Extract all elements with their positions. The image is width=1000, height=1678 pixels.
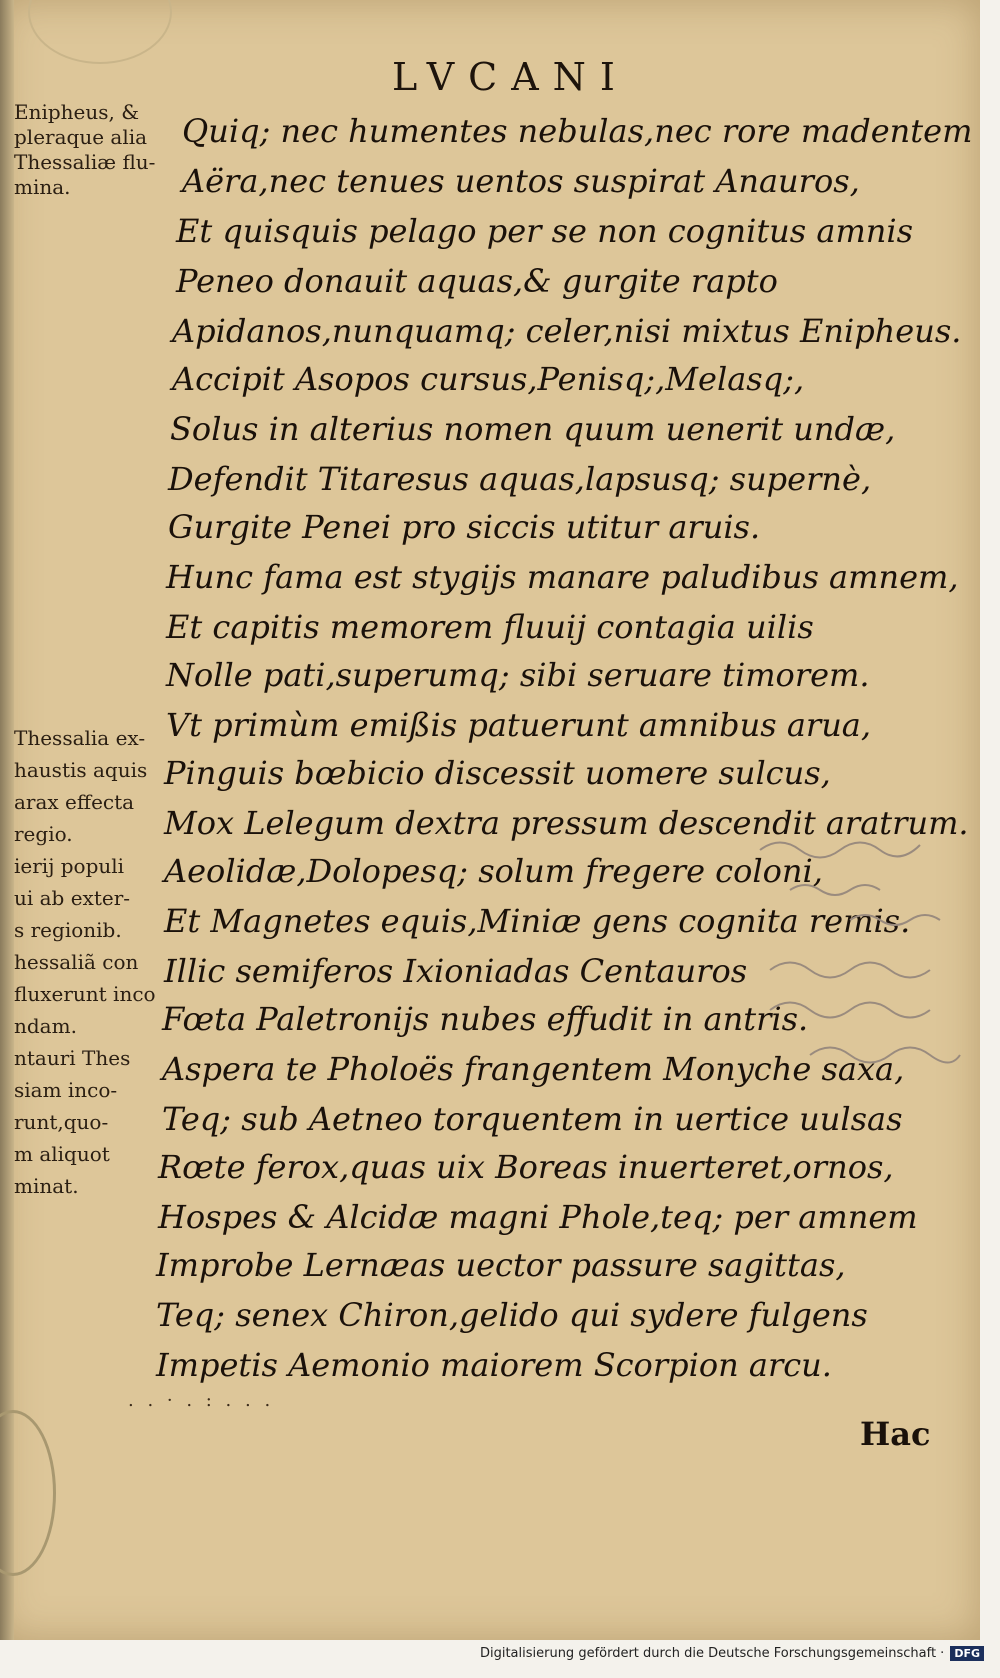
margin-note-line: ntauri Thes (14, 1046, 131, 1070)
margin-note-line: mina. (14, 175, 71, 199)
verse-line: Hunc fama est stygijs manare paludibus amnem, (166, 558, 959, 596)
verse-line: Teq; sub Aetneo torquentem in uertice uulsas (162, 1100, 903, 1138)
verse-line: Illic semiferos Ixioniadas Centauros (164, 952, 748, 990)
verse-line: Quiq; nec humentes nebulas,nec rore madentem (182, 112, 973, 150)
margin-note-line: siam inco- (14, 1078, 118, 1102)
verse-line: Aëra,nec tenues uentos suspirat Anauros, (182, 162, 860, 200)
verse-line: Rœte ferox,quas uix Boreas inuerteret,ornos, (158, 1148, 894, 1186)
margin-note-line: Thessalia ex- (14, 726, 146, 750)
verse-line: Improbe Lernæas uector passure sagittas, (156, 1246, 846, 1284)
verse-line: Solus in alterius nomen quum uenerit undæ, (170, 410, 896, 448)
verse-line: Pinguis bœbicio discessit uomere sulcus, (164, 754, 831, 792)
verse-line: Gurgite Penei pro siccis utitur aruis. (168, 508, 761, 546)
running-head: LVCANI (392, 55, 629, 99)
margin-note-line: Thessaliæ flu- (14, 150, 156, 174)
margin-note (14, 722, 164, 1202)
verse-line: Et quisquis pelago per se non cognitus amnis (176, 212, 914, 250)
verse-line: Peneo donauit aquas,& gurgite rapto (176, 262, 778, 300)
paper-fold-mark (0, 1410, 56, 1576)
verse-line: Impetis Aemonio maiorem Scorpion arcu. (156, 1346, 832, 1384)
verse-line: Hospes & Alcidæ magni Phole,teq; per amnem (158, 1198, 918, 1236)
margin-note-line: s regionib. (14, 918, 122, 942)
verse-line: Teq; senex Chiron,gelido qui sydere fulgens (156, 1296, 868, 1334)
footer-text: Digitalisierung gefördert durch die Deutsche Forschungsgemeinschaft · (479, 1646, 945, 1661)
verse-line: Apidanos,nunquamq; celer,nisi mixtus Enipheus. (172, 312, 962, 350)
verse-line: Aeolidæ,Dolopesq; solum fregere coloni, (164, 852, 823, 890)
verse-line: Fœta Paletronijs nubes effudit in antris. (162, 1000, 809, 1038)
verse-line: Aspera te Pholoës frangentem Monyche saxa, (162, 1050, 905, 1088)
margin-note-line: ndam. (14, 1014, 77, 1038)
handwritten-annotation (750, 820, 970, 1080)
verse-line: Et capitis memorem fluuij contagia uilis (166, 608, 814, 646)
margin-note-line: runt,quo- (14, 1110, 109, 1134)
margin-note-line: Enipheus, & (14, 100, 140, 124)
margin-note-line: arax effecta (14, 790, 135, 814)
margin-note-line: pleraque alia (14, 125, 148, 149)
verse-line: Defendit Titaresus aquas,lapsusq; supernè, (168, 460, 872, 498)
margin-note-line: haustis aquis (14, 758, 148, 782)
verse-line: Mox Lelegum dextra pressum descendit aratrum. (164, 804, 969, 842)
paper-fold-mark (28, 0, 172, 64)
ornament-dots: . . · . : . . . (128, 1390, 275, 1411)
catchword: Hac (860, 1415, 931, 1453)
margin-note-line: hessaliã con (14, 950, 139, 974)
margin-note-line: ui ab exter- (14, 886, 131, 910)
margin-note-line: minat. (14, 1174, 79, 1198)
margin-note (14, 100, 164, 200)
verse-line: Nolle pati,superumq; sibi seruare timorem. (166, 656, 870, 694)
verse-line: Vt primùm emißis patuerunt amnibus arua, (166, 706, 872, 744)
margin-note-line: m aliquot (14, 1142, 110, 1166)
dfg-logo: DFG (950, 1646, 984, 1661)
verse-line: Accipit Asopos cursus,Penisq;,Melasq;, (172, 360, 805, 398)
margin-note-line: ierij populi (14, 854, 125, 878)
page-spine-edge (0, 0, 14, 1640)
margin-note-line: fluxerunt inco (14, 982, 156, 1006)
verse-line: Et Magnetes equis,Miniæ gens cognita remis. (164, 902, 911, 940)
digitization-footer (0, 1646, 984, 1672)
margin-note-line: regio. (14, 822, 73, 846)
